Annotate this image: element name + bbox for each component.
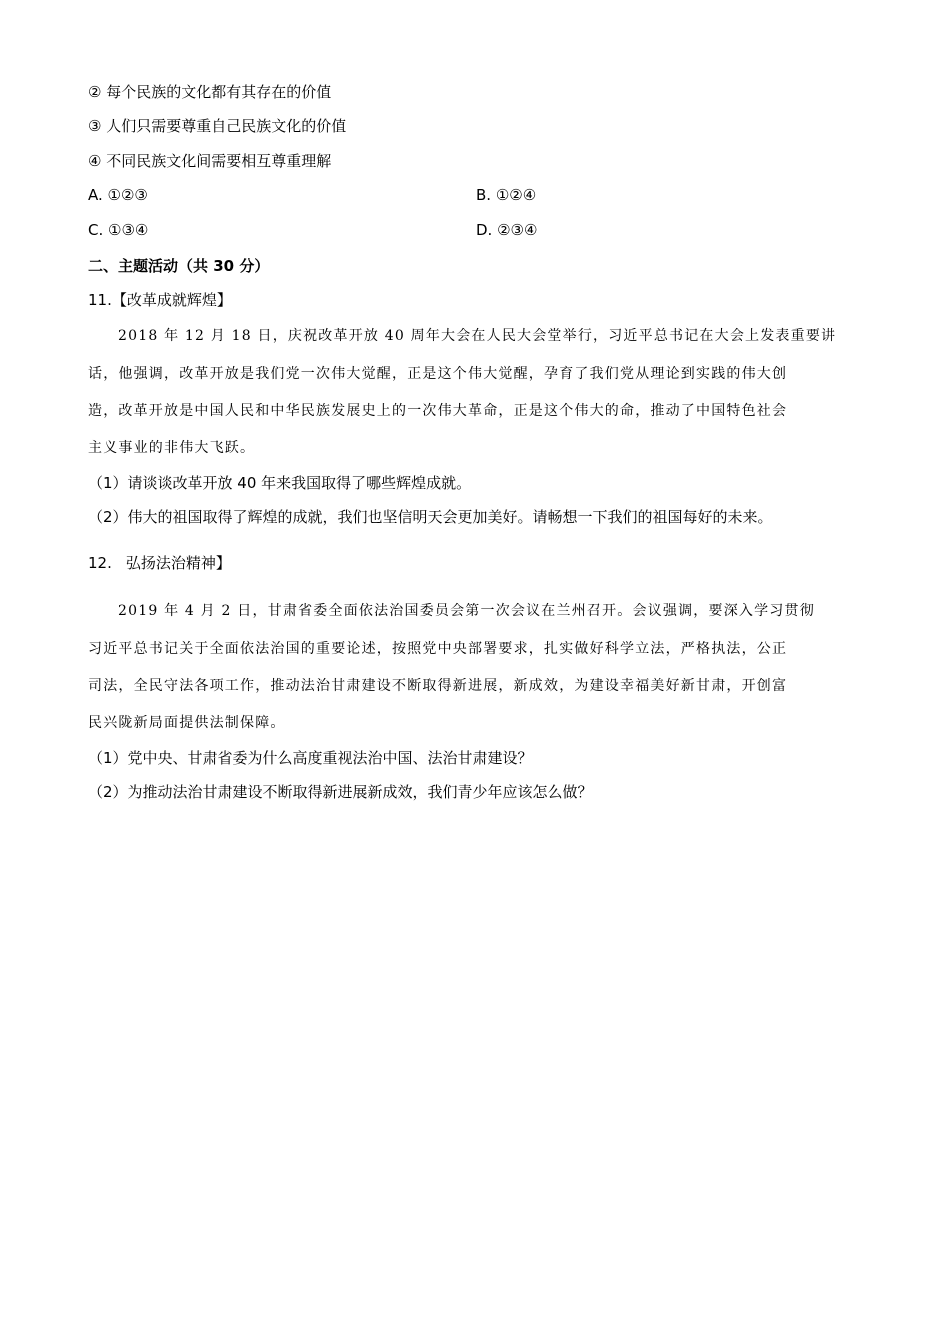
q12-passage-line-4: 民兴陇新局面提供法制保障。	[88, 715, 286, 731]
option-c: C. ①③④	[88, 221, 149, 239]
q12-subquestion-1: （1）党中央、甘肃省委为什么高度重视法治中国、法治甘肃建设？	[88, 749, 533, 767]
section-heading: 二、主题活动（共 30 分）	[88, 257, 270, 275]
question-12-number: 12.	[88, 554, 112, 572]
q11-passage-line-3: 造，改革开放是中国人民和中华民族发展史上的一次伟大革命，正是这个伟大的命，推动了中国特色社会	[88, 403, 788, 419]
question-12-header	[88, 553, 231, 573]
statement-2: ② 每个民族的文化都有其存在的价值	[88, 83, 332, 101]
q11-subquestion-1: （1）请谈谈改革开放 40 年来我国取得了哪些辉煌成就。	[88, 474, 472, 492]
question-12-title: 弘扬法治精神】	[125, 554, 231, 572]
q11-passage-line-4: 主义事业的非伟大飞跃。	[88, 440, 256, 456]
q12-passage-line-2: 习近平总书记关于全面依法治国的重要论述，按照党中央部署要求，扎实做好科学立法，严格执法，公正	[88, 641, 788, 657]
question-11-number: 11.	[88, 291, 112, 309]
statement-4: ④ 不同民族文化间需要相互尊重理解	[88, 152, 332, 170]
q11-passage-line-2: 话，他强调，改革开放是我们党一次伟大觉醒，正是这个伟大觉醒，孕育了我们党从理论到实践的伟大创	[88, 366, 788, 382]
option-b: B. ①②④	[476, 186, 537, 204]
q12-subquestion-2: （2）为推动法治甘肃建设不断取得新进展新成效，我们青少年应该怎么做？	[88, 783, 593, 801]
q12-passage-line-3: 司法，全民守法各项工作，推动法治甘肃建设不断取得新进展，新成效，为建设幸福美好新甘肃，开创富	[88, 678, 788, 694]
option-a: A. ①②③	[88, 186, 148, 204]
question-11-header	[88, 290, 232, 310]
option-d: D. ②③④	[476, 221, 538, 239]
q11-passage-line-1: 2018 年 12 月 18 日，庆祝改革开放 40 周年大会在人民大会堂举行，习近平总书记在大会上发表重要讲	[118, 328, 837, 344]
q12-passage-line-1: 2019 年 4 月 2 日，甘肃省委全面依法治国委员会第一次会议在兰州召开。会议强调，要深入学习贯彻	[118, 603, 815, 619]
question-11-title: 【改革成就辉煌】	[111, 291, 232, 309]
q11-subquestion-2: （2）伟大的祖国取得了辉煌的成就，我们也坚信明天会更加美好。请畅想一下我们的祖国每好的未来。	[88, 508, 773, 526]
statement-3: ③ 人们只需要尊重自己民族文化的价值	[88, 117, 347, 135]
